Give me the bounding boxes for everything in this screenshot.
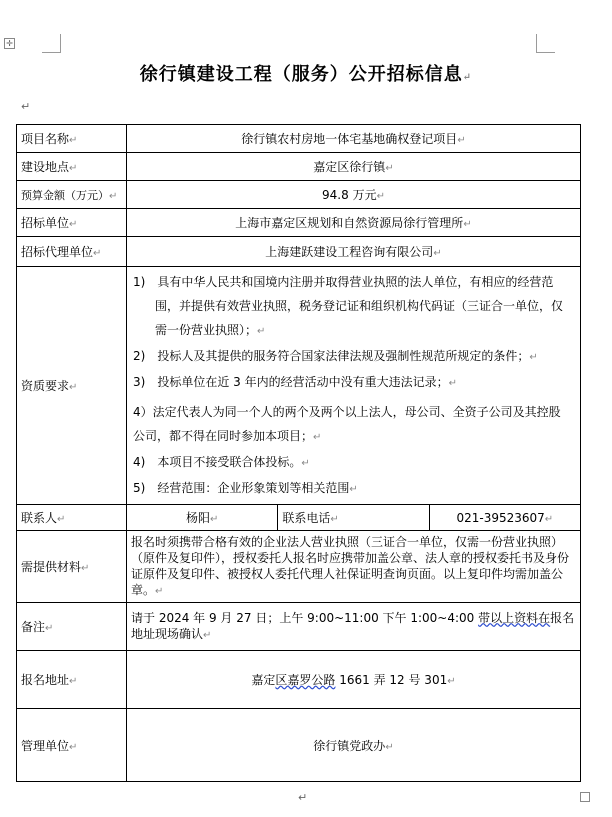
qualification-item: 需一份营业执照）；↵	[155, 322, 266, 337]
row-qualifications	[17, 267, 581, 505]
qualification-item: 围，并提供有效营业执照，税务登记证和组织机构代码证（三证合一单位，仅	[155, 298, 564, 313]
qualification-item: 4）法定代表人为同一个人的两个及两个以上法人，母公司、全资子公司及其控股	[133, 404, 561, 419]
row-tenderer	[17, 209, 581, 237]
paragraph-mark: ↵	[21, 100, 31, 113]
manager-value[interactable]: 徐行镇党政办↵	[127, 709, 581, 782]
qualification-item: 5) 经营范围：企业形象策划等相关范围↵	[133, 480, 358, 495]
tenderer-value[interactable]: 上海市嘉定区规划和自然资源局徐行管理所↵	[127, 209, 581, 237]
qualifications-list[interactable]	[127, 267, 581, 505]
page-title	[0, 60, 612, 86]
qualifications-label: 资质要求↵	[17, 267, 127, 505]
agency-label: 招标代理单位↵	[17, 237, 127, 267]
row-agency	[17, 237, 581, 267]
qualification-item: 2) 投标人及其提供的服务符合国家法律法规及强制性规范所规定的条件；↵	[133, 348, 538, 363]
qualification-item: 3) 投标单位在近 3 年内的经营活动中没有重大违法记录；↵	[133, 374, 457, 389]
row-location	[17, 153, 581, 181]
tender-info-table	[16, 124, 581, 782]
reg-address-label: 报名地址↵	[17, 651, 127, 709]
project-name-label: 项目名称↵	[17, 125, 127, 153]
contact-name-value[interactable]: 杨阳↵	[127, 505, 278, 531]
row-manager	[17, 709, 581, 782]
contact-label: 联系人↵	[17, 505, 127, 531]
row-materials	[17, 531, 581, 603]
tenderer-label: 招标单位↵	[17, 209, 127, 237]
move-handle-icon[interactable]: ✛	[4, 38, 15, 49]
contact-phone-label: 联系电话↵	[278, 505, 429, 531]
resize-handle-icon[interactable]	[580, 792, 590, 802]
row-project-name	[17, 125, 581, 153]
reg-address-value[interactable]: 嘉定区嘉罗公路 1661 弄 12 号 301↵	[127, 651, 581, 709]
crop-mark-top-right	[536, 34, 555, 53]
agency-value[interactable]: 上海建跃建设工程咨询有限公司↵	[127, 237, 581, 267]
crop-mark-top-left	[42, 34, 61, 53]
manager-label: 管理单位↵	[17, 709, 127, 782]
row-remarks	[17, 603, 581, 651]
paragraph-mark: ↵	[462, 72, 473, 83]
contact-phone-value[interactable]: 021-39523607↵	[429, 505, 580, 531]
project-name-value[interactable]: 徐行镇农村房地一体宅基地确权登记项目↵	[127, 125, 581, 153]
remarks-label: 备注↵	[17, 603, 127, 651]
paragraph-mark: ↵	[298, 791, 308, 804]
materials-label: 需提供材料↵	[17, 531, 127, 603]
budget-value[interactable]: 94.8 万元↵	[127, 181, 581, 209]
materials-value[interactable]: 报名时须携带合格有效的企业法人营业执照（三证合一单位，仅需一份营业执照）（原件及复印件），授权委托人报名时应携带加盖公章、法人章的授权委托书及身份证原件及复印件、被授权人委托代理人社保证明查询页面。以上复印件均需加盖公章。↵	[127, 531, 581, 603]
location-label: 建设地点↵	[17, 153, 127, 181]
qualification-item: 4) 本项目不接受联合体投标。↵	[133, 454, 310, 469]
qualification-item: 公司，都不得在同时参加本项目；↵	[133, 428, 322, 443]
row-contact	[17, 505, 581, 531]
row-registration-address	[17, 651, 581, 709]
location-value[interactable]: 嘉定区徐行镇↵	[127, 153, 581, 181]
title-text: 徐行镇建设工程（服务）公开招标信息	[139, 64, 463, 85]
budget-label: 预算金额（万元）↵	[17, 181, 127, 209]
remarks-value[interactable]: 请于 2024 年 9 月 27 日；上午 9:00~11:00 下午 1:00~4:00 带以上资料在报名地址现场确认↵	[127, 603, 581, 651]
qualification-item: 1) 具有中华人民共和国境内注册并取得营业执照的法人单位，有相应的经营范	[133, 274, 554, 289]
row-budget	[17, 181, 581, 209]
